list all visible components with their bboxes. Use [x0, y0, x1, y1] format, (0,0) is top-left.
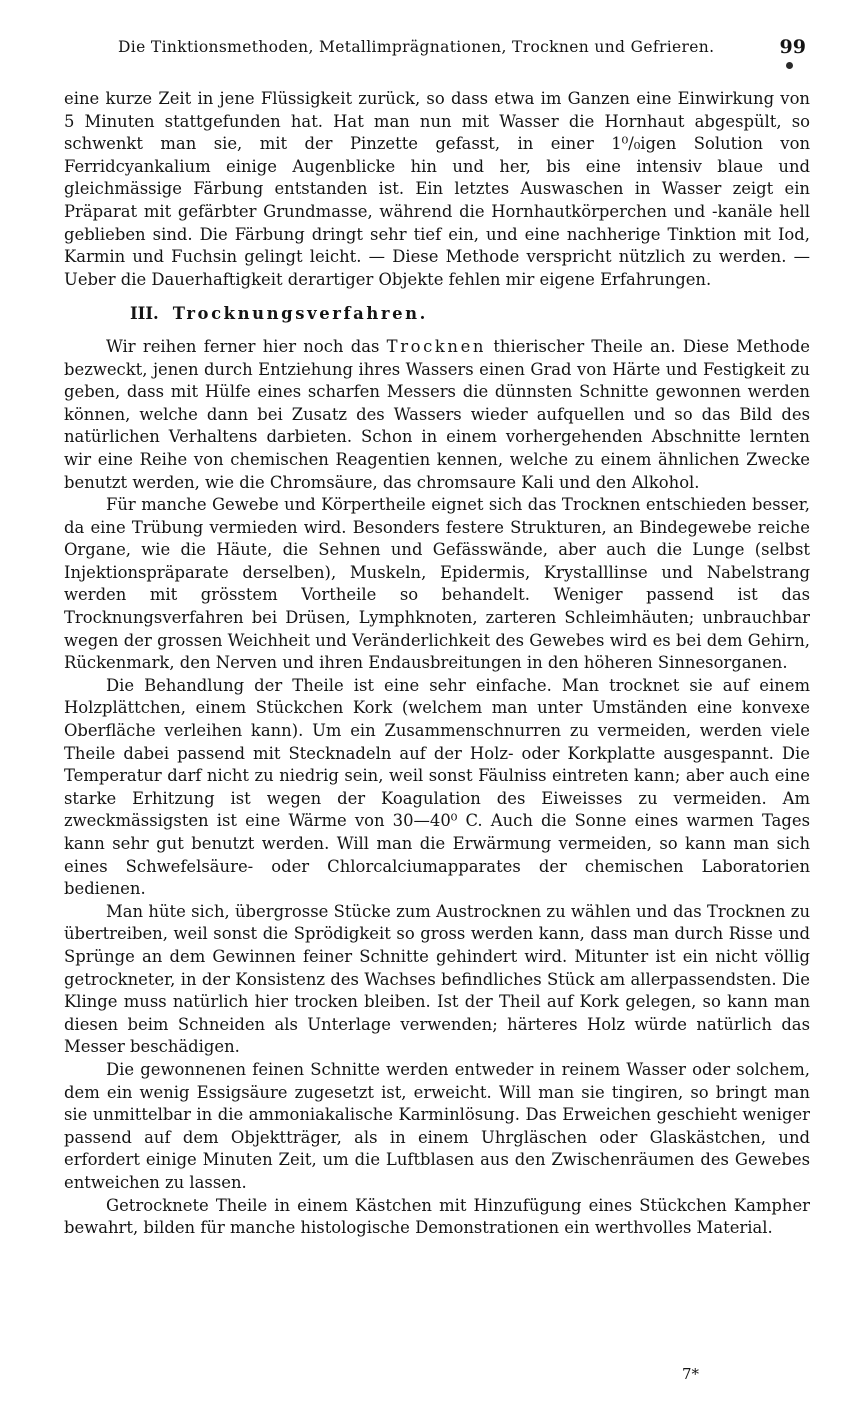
body-text: [64, 88, 810, 1240]
paragraph-continued: eine kurze Zeit in jene Flüssigkeit zurück, so dass etwa im Ganzen eine Einwirkung von 5 Minuten stattgefunden hat. Hat man nun mit Wasser die Hornhaut abgespült, so schwenkt man sie, mit der Pinzette gefasst, in einer 1⁰/₀igen Solution von Ferridcyankalium einige Augenblicke hin und her, bis eine intensiv blaue und gleichmässige Färbung entstanden ist. Ein letztes Auswaschen in Wasser zeigt ein Präparat mit gefärbter Grundmasse, während die Hornhautkörperchen und -kanäle hell geblieben sind. Die Färbung dringt sehr tief ein, und eine nachherige Tinktion mit Iod, Karmin und Fuchsin gelingt leicht. — Diese Methode verspricht nützlich zu werden. — Ueber die Dauerhaftigkeit derartiger Objekte fehlen mir eigene Erfahrungen.: [64, 89, 810, 289]
paragraph-cautions: Man hüte sich, übergrosse Stücke zum Austrocknen zu wählen und das Trocknen zu übertreiben, weil sonst die Sprödigkeit so gross werden kann, dass man durch Risse und Sprünge an dem Gewinnen feiner Schnitte gehindert wird. Mitunter ist ein nicht völlig getrockneter, in der Konsistenz des Wachses befindliches Stück am allerpassendsten. Die Klinge muss natürlich hier trocken bleiben. Ist der Theil auf Kork gelegen, so kann man diesen beim Schneiden als Unterlage verwenden; härteres Holz würde natürlich das Messer beschädigen.: [64, 901, 810, 1057]
paragraph-sections: Die gewonnenen feinen Schnitte werden entweder in reinem Wasser oder solchem, dem ein wenig Essigsäure zugesetzt ist, erweicht. Will man sie tingiren, so bringt man sie unmittelbar in die ammoniakalische Karminlösung. Das Erweichen geschieht weniger passend auf dem Objektträger, als in einem Uhrgläschen oder Glaskästchen, und erfordert einige Minuten Zeit, um die Luftblasen aus den Zwischenräumen des Gewebes entweichen zu lassen.: [64, 1059, 810, 1192]
section-heading: [64, 303, 810, 326]
running-title: Die Tinktionsmethoden, Metallimprägnationen, Trocknen und Gefrieren.: [118, 38, 715, 56]
paragraph-drying-intro-rest: thierischer Theile an. Diese Methode bezweckt, jenen durch Entziehung ihres Wassers einen Grad von Härte und Festigkeit zu geben, dass mit Hülfe eines scharfen Messers die dünnsten Schnitte gewonnen werden können, welche dann bei Zusatz des Wassers wieder aufquellen und so das Bild des natürlichen Verhaltens darbieten. Schon in einem vorhergehenden Abschnitte lernten wir eine Reihe von chemischen Reagentien kennen, welche zu einem ähnlichen Zwecke benutzt werden, wie die Chromsäure, das chromsaure Kali und den Alkohol.: [64, 336, 810, 492]
emphasized-term: Trocknen: [386, 336, 487, 356]
paragraph-treatment: Die Behandlung der Theile ist eine sehr einfache. Man trocknet sie auf einem Holzplättchen, einem Stückchen Kork (welchem man unter Umständen eine konvexe Oberfläche verleihen kann). Um ein Zusammenschnurren zu vermeiden, werden viele Theile dabei passend mit Stecknadeln auf der Holz- oder Korkplatte ausgespannt. Die Temperatur darf nicht zu niedrig sein, weil sonst Fäulniss eintreten kann; aber auch eine starke Erhitzung ist wegen der Koagulation des Eiweisses zu vermeiden. Am zweckmässigsten ist eine Wärme von 30—40⁰ C. Auch die Sonne eines warmen Tages kann sehr gut benutzt werden. Will man die Erwärmung vermeiden, so kann man sich eines Schwefelsäure- oder Chlorcalciumapparates der chemischen Laboratorien bedienen.: [64, 675, 810, 899]
paragraph-storage: Getrocknete Theile in einem Kästchen mit Hinzufügung eines Stückchen Kampher bewahrt, bilden für manche histologische Demonstrationen ein werthvolles Material.: [64, 1195, 810, 1238]
ink-speck: [786, 62, 793, 69]
paragraph-suitable-tissues: Für manche Gewebe und Körpertheile eignet sich das Trocknen entschieden besser, da eine Trübung vermieden wird. Besonders festere Strukturen, an Bindegewebe reiche Organe, wie die Häute, die Sehnen und Gefässwände, aber auch die Lunge (selbst Injektionspräparate derselben), Muskeln, Epidermis, Krystalllinse und Nabelstrang werden mit grösstem Vortheile so behandelt. Weniger passend ist das Trocknungsverfahren bei Drüsen, Lymphknoten, zarteren Schleimhäuten; unbrauchbar wegen der grossen Weichheit und Veränderlichkeit des Gewebes wird es bei dem Gehirn, Rückenmark, den Nerven und ihren Endausbreitungen in den höheren Sinnesorganen.: [64, 495, 810, 673]
paragraph-drying-intro-start: Wir reihen ferner hier noch das: [106, 336, 380, 356]
section-number: III.: [130, 304, 159, 324]
section-title: Trocknungsverfahren.: [172, 304, 428, 324]
running-head: [66, 38, 812, 62]
paragraph-drying-intro: [64, 336, 810, 494]
signature-mark: 7*: [682, 1365, 700, 1383]
page-number: 99: [779, 36, 806, 58]
